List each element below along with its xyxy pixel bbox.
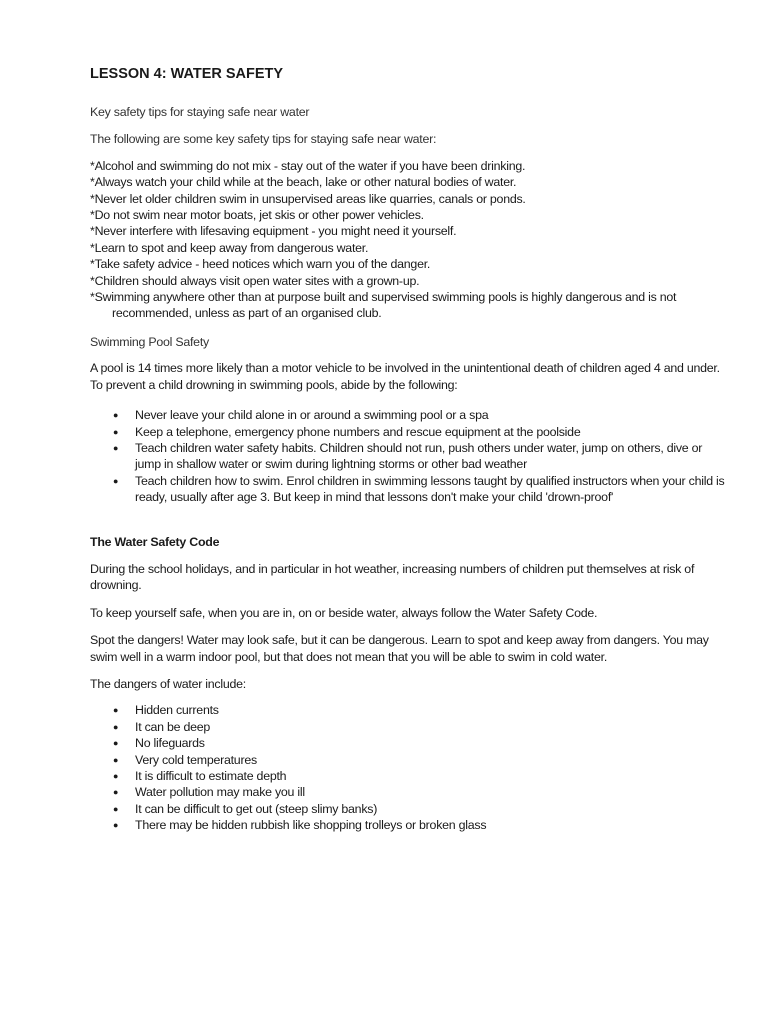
tip-item: *Never let older children swim in unsupervised areas like quarries, canals or ponds. — [90, 191, 526, 206]
list-item-text: Keep a telephone, emergency phone numbers and rescue equipment at the poolside — [135, 424, 581, 439]
bullet-icon: ● — [113, 721, 119, 732]
bullet-icon: ● — [113, 803, 119, 814]
code-paragraph: To keep yourself safe, when you are in, on or beside water, always follow the Water Safety Code. — [90, 605, 598, 620]
list-item-text: Hidden currents — [135, 703, 219, 718]
list-item-text: There may be hidden rubbish like shopping trolleys or broken glass — [135, 818, 487, 833]
code-paragraph: Spot the dangers! Water may look safe, but it can be dangerous. Learn to spot and keep away from dangers. You may swim well in a warm indoor pool, but that does not mean that you will be able to swim in cold water. — [90, 633, 709, 664]
list-item — [90, 473, 730, 506]
water-safety-code-heading: The Water Safety Code — [90, 534, 220, 549]
bullet-icon: ● — [113, 787, 119, 798]
list-item-text: It can be difficult to get out (steep slimy banks) — [135, 801, 378, 816]
pool-safety-intro: A pool is 14 times more likely than a motor vehicle to be involved in the unintentional death of children aged 4 and under. To prevent a child drowning in swimming pools, abide by the following: — [90, 361, 720, 392]
tip-item: *Never interfere with lifesaving equipment - you might need it yourself. — [90, 224, 457, 239]
tip-item: *Do not swim near motor boats, jet skis or other power vehicles. — [90, 208, 424, 223]
bullet-icon: ● — [113, 475, 119, 486]
list-item — [90, 735, 730, 751]
tip-item: *Take safety advice - heed notices which warn you of the danger. — [90, 257, 431, 272]
lesson-title: LESSON 4: WATER SAFETY — [90, 66, 284, 82]
code-paragraph: During the school holidays, and in particular in hot weather, increasing numbers of children put themselves at risk of drowning. — [90, 561, 695, 593]
list-item-text: Never leave your child alone in or around a swimming pool or a spa — [135, 408, 489, 423]
pool-safety-list — [90, 407, 730, 505]
tip-item: *Learn to spot and keep away from dangerous water. — [90, 240, 369, 255]
bullet-icon: ● — [113, 426, 119, 437]
bullet-icon: ● — [113, 754, 119, 765]
tip-item: *Swimming anywhere other than at purpose built and supervised swimming pools is highly dangerous and is not recommended, unless as part of an organised club. — [90, 290, 677, 321]
list-item-text: It can be deep — [135, 719, 211, 734]
intro-lead: The following are some key safety tips for staying safe near water: — [90, 132, 437, 147]
list-item — [90, 801, 730, 817]
list-item — [90, 424, 730, 440]
list-item — [90, 440, 730, 473]
bullet-icon: ● — [113, 820, 119, 831]
dangers-list — [90, 702, 730, 833]
tip-item: *Children should always visit open water sites with a grown-up. — [90, 273, 420, 288]
list-item — [90, 768, 730, 784]
bullet-icon: ● — [113, 410, 119, 421]
document-content — [90, 64, 730, 834]
list-item — [90, 784, 730, 800]
list-item — [90, 702, 730, 718]
list-item — [90, 752, 730, 768]
list-item — [90, 817, 730, 833]
list-item-text: Very cold temperatures — [135, 752, 257, 767]
bullet-icon: ● — [113, 738, 119, 749]
dangers-intro: The dangers of water include: — [90, 676, 246, 691]
intro-heading: Key safety tips for staying safe near water — [90, 105, 310, 119]
bullet-icon: ● — [113, 771, 119, 781]
bullet-icon: ● — [113, 442, 119, 453]
bullet-icon: ● — [113, 705, 119, 716]
pool-safety-heading: Swimming Pool Safety — [90, 334, 209, 349]
list-item — [90, 719, 730, 735]
list-item-text: Teach children water safety habits. Children should not run, push others under water, jump on others, dive or jump in shallow water or swim during lightning storms or other bad weather — [135, 440, 703, 472]
list-item-text: Water pollution may make you ill — [135, 785, 305, 800]
tip-item: *Alcohol and swimming do not mix - stay out of the water if you have been drinking. — [90, 158, 526, 173]
list-item-text: No lifeguards — [135, 736, 205, 751]
safety-tips-list — [90, 158, 730, 322]
list-item-text: Teach children how to swim. Enrol children in swimming lessons taught by qualified instructors when your child is ready, usually after age 3. But keep in mind that lessons don't make your child 'drown-proof' — [135, 473, 725, 505]
tip-item: *Always watch your child while at the beach, lake or other natural bodies of water. — [90, 175, 517, 190]
list-item — [90, 407, 730, 423]
list-item-text: It is difficult to estimate depth — [135, 769, 287, 783]
